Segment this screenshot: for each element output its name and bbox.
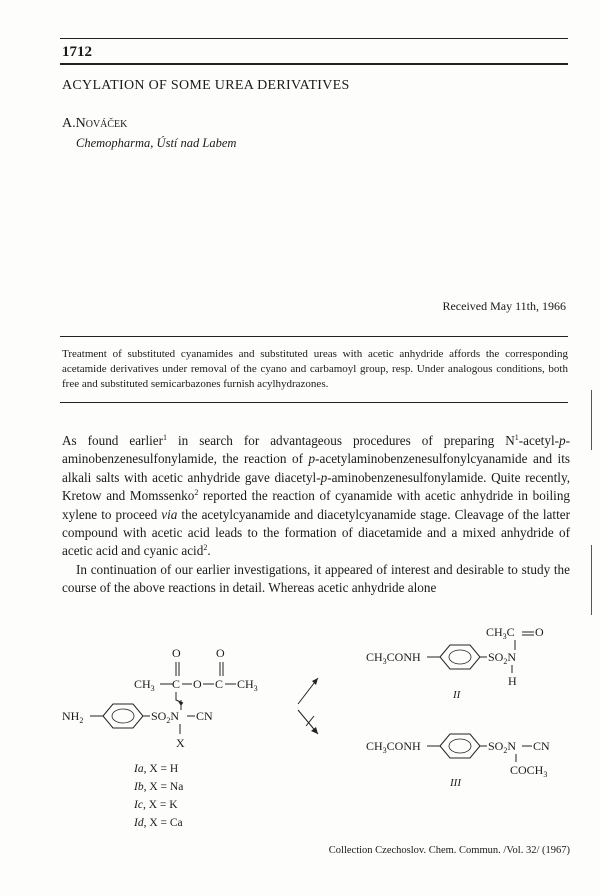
abstract-rule-top [60, 336, 568, 337]
svg-text:CH3C: $CH_3C$ [486, 625, 515, 641]
svg-text:X: X [176, 736, 185, 750]
abstract: Treatment of substituted cyanamides and substituted ureas with acetic anhydride affords the corresponding acetamide derivatives under removal of the cyano and carbamoyl group, resp. Under analogous conditions, both free and substituted semicarbazones furnish acylhydrazones. [62, 348, 568, 390]
svg-text:O: O [216, 646, 225, 660]
svg-text:Ib, X = Na: Ib, X = Na [134, 781, 184, 793]
svg-text:NH2: $NH_2$ [62, 709, 84, 725]
svg-text:CH3CONH: $CH_3CONH$ [366, 739, 421, 755]
svg-text:O: O [193, 677, 202, 691]
reaction-scheme [0, 610, 600, 835]
svg-text:COCH3: $COCH_3$ [510, 763, 548, 779]
svg-text:III: III [450, 777, 461, 789]
svg-text:Id, X = Ca: Id, X = Ca [134, 817, 183, 829]
svg-text:CH3CONH: $CH_3CONH$ [366, 650, 421, 666]
compound-III-structure [366, 734, 550, 789]
svg-text:O: O [535, 625, 544, 639]
acetic-anhydride-structure [134, 646, 258, 706]
article-title: ACYLATION OF SOME UREA DERIVATIVES [62, 78, 350, 93]
scan-edge-mark [591, 545, 592, 615]
author-name: A.Nováček [62, 116, 128, 131]
reaction-arrows [298, 678, 318, 734]
svg-text:CN: CN [196, 709, 213, 723]
scan-edge-mark [591, 390, 592, 450]
svg-text:C: C [172, 677, 181, 691]
paragraph-1: As found earlier$^1$ in search for advantageous procedures of preparing $N^1-acetyl-p$-aminobenzenesulfonylamide, the reaction of p-acetylaminobenzenesulfonylcyanamide and its alkali salts with acetic anhydride gave diacetyl-p-aminobenzenesulfonylamide. Quite recently, Kretow and Momssenko$^2$ reported the reaction of cyanamide with acetic anhydride in boiling xylene to proceed via the acetylcyanamide and diacetylcyanamide stage. Cleavage of the latter compound with acetic acid leads to the formation of diacetamide and a mixed anhydride of acetic acid and cyanic acid$^2$. [62, 433, 571, 559]
svg-text:CN: CN [533, 739, 550, 753]
svg-text:Ic, X = K: Ic, X = K [134, 799, 178, 811]
svg-text:C: C [215, 677, 224, 691]
svg-text:SO2N: $SO_2N$ [151, 709, 180, 725]
page-number: 1712 [62, 44, 92, 60]
author-affiliation: Chemopharma, Ústí nad Labem [76, 136, 237, 150]
compound-II-structure [366, 625, 544, 701]
svg-text:CH3: $CH_3$ [237, 677, 258, 693]
received-date: Received May 11th, 1966 [442, 299, 566, 313]
abstract-rule-bottom [60, 402, 568, 403]
svg-text:SO2N: $SO_2N$ [488, 739, 517, 755]
header-rule-bottom [60, 63, 568, 65]
svg-text:Ia, X = H: Ia, X = H [134, 763, 179, 775]
paragraph-2: In continuation of our earlier investigations, it appeared of interest and desirable to study the course of the above reactions in detail. Whereas acetic anhydride alone [62, 561, 570, 596]
header-rule-top [60, 38, 568, 39]
svg-text:SO2N: $SO_2N$ [488, 650, 517, 666]
journal-footer: Collection Czechoslov. Chem. Commun. /Vol. 32/ (1967) [328, 845, 570, 856]
svg-text:H: H [508, 674, 517, 688]
svg-text:O: O [172, 646, 181, 660]
compound-I-structure [62, 700, 213, 750]
compound-I-legend [133, 763, 183, 829]
svg-text:II: II [453, 689, 461, 701]
svg-text:CH3: $CH_3$ [134, 677, 155, 693]
body-text [62, 432, 570, 598]
